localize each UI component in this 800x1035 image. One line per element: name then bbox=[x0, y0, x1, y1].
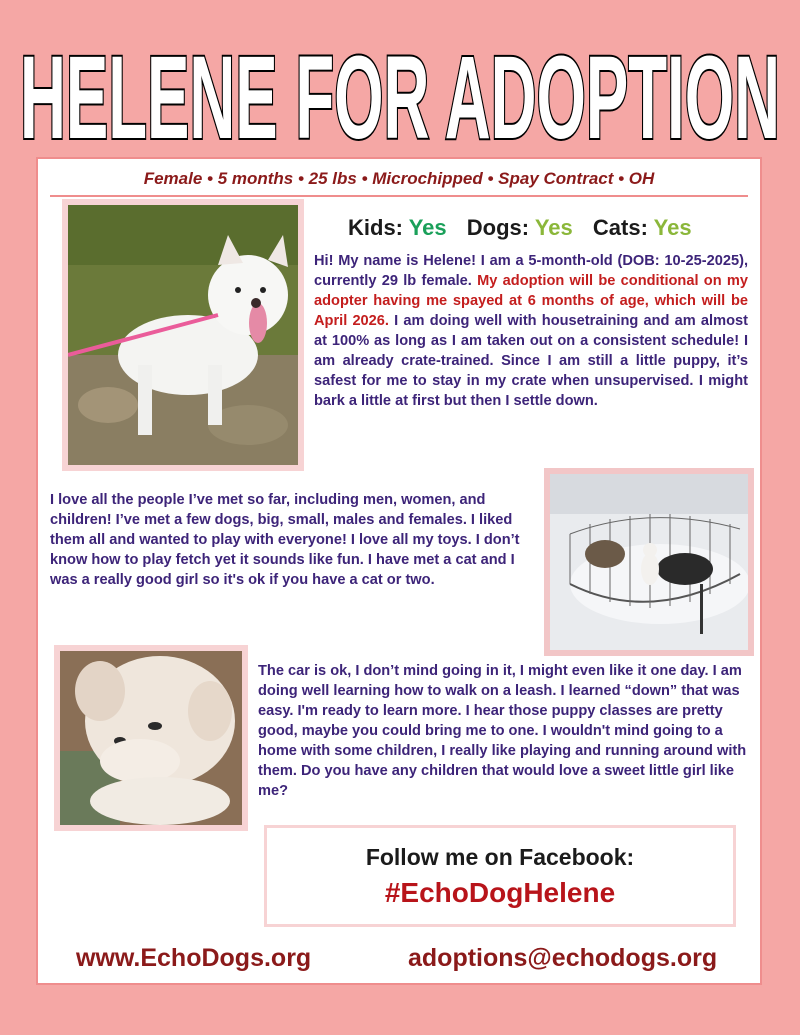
info-card bbox=[36, 157, 762, 985]
kids-label: Kids: bbox=[348, 215, 403, 240]
bio-intro-paragraph bbox=[314, 251, 748, 411]
facebook-follow-text: Follow me on Facebook: bbox=[365, 844, 635, 870]
kids-value: Yes bbox=[408, 215, 447, 240]
puppy-closeup-image bbox=[60, 651, 242, 825]
facts-line: Female • 5 months • 25 lbs • Microchipped • Spay Contract • OH bbox=[143, 169, 655, 188]
bio-car-paragraph: The car is ok, I don’t mind going in it, I might even like it one day. I am doing well learning how to walk on a leash. I learned “down” that was easy. I'm ready to learn more. I hear those puppy classes are pretty good, maybe you could bring me to one. I wouldn't mind going to a home with some children, I really like playing and running around with them. Do you have any children that would love a sweet little girl like me? bbox=[258, 663, 747, 799]
page-title bbox=[0, 30, 800, 150]
facts-divider bbox=[50, 195, 748, 197]
bio-condition: My adoption will be conditional on my adopter having me spayed at 6 months of age, which will be April 2026. bbox=[314, 273, 748, 329]
dogs-label: Dogs: bbox=[466, 215, 530, 240]
photo-puppy-grass bbox=[62, 199, 304, 471]
puppy-grass-image bbox=[68, 205, 298, 465]
bio-intro: Hi! My name is Helene! I am a 5-month-old (DOB: 10-25-2025), currently 29 lb female. bbox=[314, 253, 748, 289]
puppy-snow-image bbox=[550, 474, 748, 650]
bio-social-paragraph: I love all the people I’ve met so far, including men, women, and children! I’ve met a few dogs, big, small, males and females. I liked them all and wanted to play with everyone! I love all my toys. I don’t know how to play fetch yet it sounds like fun. I have met a cat and I was a really good girl so it's ok if you have a cat or two. bbox=[50, 492, 520, 588]
cats-value: Yes bbox=[653, 215, 692, 240]
page-title-text: HELENE FOR ADOPTION bbox=[20, 32, 781, 150]
bio-details: I am doing well with housetraining and am almost at 100% as long as I am taken out on a consistent schedule! I am already crate-trained. Since I am still a little puppy, it’s safest for me to stay in my crate when unsupervised. I might bark a little at first but then I settle down. bbox=[314, 313, 748, 409]
photo-puppy-snow bbox=[544, 468, 754, 656]
facebook-box bbox=[264, 825, 736, 927]
dogs-value: Yes bbox=[534, 215, 573, 240]
email-link[interactable]: adoptions@echodogs.org bbox=[408, 944, 718, 972]
compatibility-line bbox=[348, 215, 692, 241]
facebook-hashtag: #EchoDogHelene bbox=[384, 877, 616, 908]
cats-label: Cats: bbox=[592, 215, 648, 240]
photo-puppy-closeup bbox=[54, 645, 248, 831]
website-link[interactable]: www.EchoDogs.org bbox=[76, 944, 312, 972]
